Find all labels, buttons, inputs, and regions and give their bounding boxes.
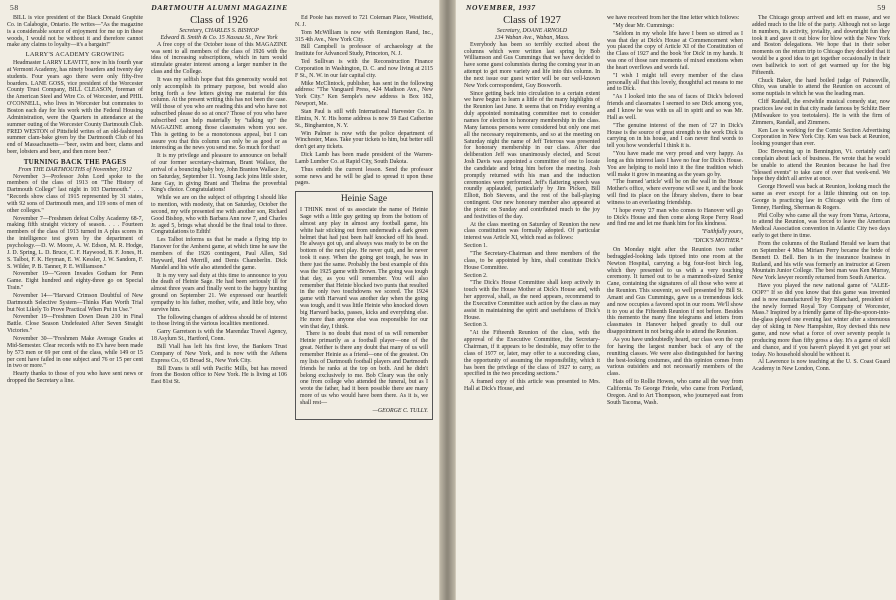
paragraph: "I hope every '27 man who comes to Hanover will go to Dick's House and then come along Rope Ferry Road and find me and let me thank him for his kindness. — [607, 207, 743, 228]
paragraph: "The Secretary-Chairman and three members of the class, to be appointed by him, shall constitute Dick's House Committee. — [464, 251, 600, 271]
paragraph: "As I looked into the sea of faces of Dick's beloved friends and classmates I seemed to see Dick among you, and I know he was with us all in spirit and so was Mr. Hall as well. — [607, 94, 743, 121]
tribute-title: Heinie Sage — [340, 194, 388, 205]
class-address: Edward B. Smith & Co. 15 Nassau St., New York — [160, 34, 278, 41]
paragraph: From the columns of the Rutland Herald we learn that on September 4 Miss Miriam Perry became the bride of Bennett D. Bell. Ben is in the insurance business in Rutland, and his wife was formerly an instructor at Green Mountain Junior College. The best man was Ken Murray, New York lawyer recently returned from South America. — [752, 241, 890, 282]
left-page — [0, 0, 440, 600]
class-title: Class of 1926 — [190, 15, 248, 26]
section-heading: LARRY'S ACADEMY GROWING — [25, 51, 125, 59]
paragraph: "At the Fifteenth Reunion of the class, with the approval of the Executive Committee, the Secretary-Chairman, if it appears to be desirable, may offer to the class of 1977 or, later, may offer to a succeeding class, the opportunity of assuming the responsibility, which it has been the privilege of the class of 1927 to carry, as specified in the two preceding sections." — [464, 330, 600, 378]
right-page-header — [466, 3, 886, 14]
paragraph: At the class meeting on Saturday of Reunion the new class constitution was formally adopted. Of particular interest was Article XI, which read as follows: — [464, 221, 600, 242]
paragraph: Dick Lamb has been made president of the Warren-Lamb Lumber Co. at Rapid City, South Dakota. — [295, 152, 433, 165]
article-section-label: Section 3. — [464, 322, 488, 329]
paragraph: November 7—Freshmen defeat Colby Academy 68-7, making fifth straight victory of season. . . . Fourteen members of the class of 1913 turned in A plus scores in the intelligence test given by the department of psychology.—D. W. Moore, A. W. Edson, M. R. Hodge, J. D. Spring, L. D. Bruce, C. F. Haywood, B. F. Jones, H. S. Talbot, F. K. Heyman, E. W. Kessler, J. W. Sandom, F. S. Wilder, P. B. Tanner, P. E. Williamson." — [7, 215, 143, 270]
left-column-3 — [295, 15, 433, 598]
paragraph: Have you played the new national game of "ALEE-OOP?" If so did you know that this game was invented and is now manufactured by Roy Blanchard, president of the newly formed Royal Toy Company of Worcester, Mass.? Inspired by a friendly game of flip-the-spoon-into-the-glass played one evening last winter after a strenuous day of skiing in New Hampshire, Roy devised this new game, and now what a force of over seventy people is producing more than fifty gross a day. It's a game of skill and chance, and if you haven't played it yet get your set today. No household should be without it. — [752, 283, 890, 358]
right-page — [455, 0, 896, 600]
paragraph: Phil Colby who came all the way from Yuma, Arizona, to attend the Reunion, was forced to leave the American Medical Association convention in Atlantic City two days early to get there in time. — [752, 212, 890, 240]
paragraph: we have received from her the fine letter which follows: — [607, 15, 740, 21]
paragraph: Hats off to Rollie Howes, who came all the way from California. To George Friede, who came from Portland, Oregon. And to Art Thompson, who journeyed east from South Tacoma, Wash. — [607, 379, 743, 406]
article-section-label: Section 1. — [464, 243, 488, 250]
paragraph: On Monday night after the Reunion two rather bedraggled-looking lads tiptoed into one room at the Newton Hospital, carrying a big four-foot birch log, which they presented to us with a very touching ceremony. It turned out to be a mammoth-sized Senior Cane, containing the signatures of all those who were at the Reunion. This souvenir, so well presented by Bill St. Amant and Gus Cummings, gave us a tremendous kick and now occupies a favored spot in our room. We'll show it to you at the Fifteenth Reunion if not before. Besides this memento the many fine telegrams and letters from classmates in Hanover helped greatly to dull our disappointment in not being able to attend the Reunion. — [607, 247, 743, 336]
paragraph: "My dear Mr. Cummings: — [613, 22, 674, 29]
paragraph: Ken Lee is working for the Comic Section Advertising Corporation in New York City. Ken was back at Reunion, looking younger than ever. — [752, 127, 890, 148]
paragraph: Thus endeth the current lesson. Send the professor some news and he will be glad to spread it upon these pages. — [295, 166, 433, 187]
paragraph: It is my very sad duty at this time to announce to you the death of Heinie Sage. He had been seriously ill for almost three years and finally went to the happy hunting ground on September 21. We expressed our heartfelt sympathy to his father, mother, wife, and little boy, who survive him. — [151, 272, 287, 313]
letter-signature: "DICK'S MOTHER." — [692, 238, 743, 245]
paragraph: Cliff Randall, the erstwhile musical comedy star, now practices law out in that city made famous by Schlitz Beer (Milwaukee to you teetotalers). He is with the firm of Zimmers, Randall, and Zimmers. — [752, 99, 890, 126]
paragraph: Bill Campbell is professor of archaeology at the Institute for Advanced Study, Princeton, N. J. — [295, 44, 433, 58]
paragraph: Garry Garretson is with the Marendaz Travel Agency, 18 Asylum St., Hartford, Conn. — [151, 329, 287, 343]
paragraph: The following changes of address should be of interest to those living in the various localities mentioned. — [151, 314, 287, 328]
paragraph: "The Dick's House Committee shall keep actively in touch with the House Mother at Dick's House and, with her approval, shall, as the need appears, recommend to the Executive Committee such action by the class as may assist in maintaining the spirit and usefulness of Dick's House. — [464, 280, 600, 321]
paragraph: Win Palmer is now with the police department of Winchester, Mass. Take your tickets to him, but better still don't get any tickets. — [295, 130, 433, 151]
paragraph: "You have made me very proud and very happy. As long as this interest lasts I have no fear for Dick's House. You are helping to mold into it the fine tradition which will make it grow in meaning as the years go by. — [607, 151, 743, 178]
paragraph: November 14—"Harvard Crimson Doubtful of New Dartmouth Selective System—Thinks Plan Worth Trial but Not Likely To Prove Practical When Put in Use." — [7, 292, 143, 313]
paragraph: George Howell was back at Reunion, looking much the same as ever except for a little thinning out on top. George is practicing law in Chicago with the firm of Tenney, Harding, Sherman & Rogers. — [752, 184, 890, 211]
paragraph: Everybody has been so terribly excited about the columns which were written last spring by Bob Williamson and Gus Cummings that we have decided to have some guest columnists during the coming year in an attempt to get more variety and life into this column. In the next issue our guest writer will be our well-known New York correspondent, Guy Bosworth. — [464, 41, 600, 89]
left-column-2 — [151, 15, 287, 598]
class-secretary: Secretary, DOANE ARNOLD — [496, 28, 568, 34]
paragraph: Hearty thanks to those of you who have sent news or dropped the Secretary a line. — [7, 371, 143, 385]
paragraph: Doc Browning up in Bennington, Vt. certainly can't complain about lack of business. He wrote that he would be unable to attend the Reunion because he had five "blessed events" to take care of over that week-end. We hope they didn't all arrive at once. — [752, 149, 890, 183]
article-section-label: Section 2. — [464, 272, 488, 279]
page-number: 59 — [877, 3, 886, 12]
running-title: DARTMOUTH ALUMNI MAGAZINE — [151, 3, 288, 12]
paragraph: Ted Sullivan is with the Reconstruction Finance Corporation in Washington, D. C. and now living at 2115 F St., N. W. in our fair capital city. — [295, 59, 433, 79]
paragraph: "I wish I might tell every member of the class personally all that this lovely, thoughtful act means to me and to Dick. — [607, 72, 743, 93]
left-page-header — [10, 3, 429, 14]
paragraph: It is my privilege and pleasure to announce on behalf of our former secretary-chairman, Brant Wallace, the arrival of a bouncing baby boy, John Branton Wallace Jr., on Saturday, September 11. Young Jack joins little sister, Jane Gay, in giving Brant and Thelma the proverbial King's choice. Congratulations! — [151, 153, 287, 194]
letter-closing: "Faithfully yours, — [701, 229, 743, 236]
tribute-paragraph: I THINK most of us associate the name of Heinie Sage with a little guy getting up from the bottom of almost any play in almost any football game, his white hair sticking out from underneath a dark green helmet that had just been half knocked off his head. He always got up, and always was ready to be on the bottom of the next play. He never quit, and he never took it easy. When the going got tough, he was in there just the same. Probably the best example of this was the 1925 game with Brown. The going was tough that day, as you will remember. You will also remember that Heinie blocked two punts that resulted in the only two touchdowns we scored. The 1924 game with Harvard was another day when the going was tough, and it was little Heinie who knocked down big Harvard backs, passes, kicks and everything else. He more than anyone else was responsible for our win that day, I think. — [300, 207, 428, 330]
paragraph: Stan Paul is still with International Harvester Co. in Elmira, N. Y. His home address is now 59 East Catherine St., Binghamton, N. Y. — [295, 108, 433, 129]
page-number: 58 — [10, 3, 19, 12]
right-column-2 — [607, 15, 743, 598]
paragraph: As you have undoubtedly heard, our class won the cup for having the largest number back of any of the reuniting classes. We were also distinguished for having the best-looking costumes, and this opinion comes from various outsiders and not necessarily members of the class. — [607, 336, 743, 378]
paragraph: Les Talbot informs us that he made a flying trip to Hanover for the Amherst game, at which time he saw the members of the 1926 contingent, Paul Allen, Sid Hayward, Red Merrill, and Denis Chamberlin. Dick Mandel and his wife also attended the game. — [151, 237, 287, 271]
paragraph: While we are on the subject of offspring I should like to mention, with modesty, that on Saturday, October the second, my wife presented me with another son, Richard Good Bishop, who with Barbara Ann now 7, and Charles Jr. aged 5, brings what should be the final total to three. Congratulations to Edith! — [151, 195, 287, 236]
paragraph: November 19—"Green Invades Gotham for Penn Game. Eight hundred and eighty-three go on Special Train." — [7, 271, 143, 292]
left-column-1 — [7, 15, 143, 598]
tribute-box — [295, 191, 433, 419]
paragraph: November 3—Professor John Lord spoke to the members of the class of 1913 on "The History of Dartmouth College" last night in 103 Dartmouth." . . . "Records show class of 1915 represented by 31 states, with 92 sons of Dartmouth men, and 119 sons of men of other colleges." — [7, 173, 143, 214]
right-column-1 — [464, 15, 600, 598]
paragraph: Chuck Baker, the hard boiled judge of Painesville, Ohio, was unable to attend the Reunion on account of some nuptials in which he was the leading man. — [752, 77, 890, 98]
paragraph: Headmaster LARRY LEAVITT, now in his fourth year at Vermont Academy, has ninety boarders and twenty day students. Four years ago there were only fifty-five boarders. LANE GOSS, vice president of the Worcester County Trust Company, BILL CLEASON, foreman of the American Steel and Wire Co. of Worcester, and PHIL O'CONNELL, who lives in Worcester but commutes to Boston each day for his work with the Federal Housing Administration, were the Quarters in attendance at the summer outing of the Worcester County Dartmouth Club. FRED WESTON of Pittsfield writes of an old-fashioned summer clam-bake given by the Dartmouth Club of his end of Massachusetts—"beer, swim and beer, clams and beer, lobsters and beer, and then more beer." — [7, 60, 143, 156]
paragraph: "The genuine interest of the men of '27 in Dick's House is the source of great strength to the work Dick is carrying on in his house, and I can never find words to tell you how wonderful I think it is. — [607, 122, 743, 150]
paragraph: Mike McClintock, publisher, has sent in the following address: "The Vanguard Press, 424 Madison Ave., New York City." Ken Semple's new address is Box 182, Newport, Me. — [295, 80, 433, 108]
paragraph: November 30—"Freshmen Make Average Grades at Mid-Semester. Clear records with no E's have been made by 573 men or 69 per cent of the class, while 149 or 15 per cent have failed in one subject and 76 or 15 per cent in two or more." — [7, 335, 143, 370]
paragraph: Bill Viall has left his first love, the Bankers Trust Company of New York, and is now with the Athens Express Co., 65 Broad St., New York City. — [151, 343, 287, 364]
running-title: NOVEMBER, 1937 — [466, 3, 536, 12]
class-title: Class of 1927 — [503, 15, 561, 26]
paragraph: Bill Evans is still with Pacific Mills, but has moved from the Boston office to New York. He is living at 106 East 81st St. — [151, 365, 287, 386]
paragraph: It was my selfish hope that this generosity would not only accomplish its primary purpose, but would also bring forth a few letters giving me material for this column. At the present writing this has not been the case. Will those of you who are reading this and who have not subscribed please do so at once? Those of you who have subscribed can help materially by "talking up" the MAGAZINE among those classmates whom you see. This is getting to be a monotonous appeal, but I can assure you that this column can only be as good or as interesting as the news you send me. So much for that! — [151, 76, 287, 152]
tribute-paragraph: There is no doubt that most of us will remember Heinie primarily as a football player—one of the great. Neither is there any doubt that many of us will remember Heinie as a friend—one of the greatest. On my lists of Dartmouth football players and Dartmouth friends he ranks at the top on both. And he didn't belong exclusively to me. Bob Cleary was the only one from college who attended the funeral, but as I wrote the father, had it been possible there are many more of us who would have been there. As it is, we shall rest— — [300, 331, 428, 406]
paragraph: "Seldom in my whole life have I been so stirred as I was that day at Dick's House at Commencement when you placed the copy of Article XI of the Constitution of the Class of 1927 and the book 'for Dick' in my hands. It was one of those rare moments of mixed emotions when the heart overflows and words fail. — [607, 30, 743, 71]
right-column-3 — [752, 15, 890, 598]
tribute-signature: —GEORGE C. TULLY. — [372, 407, 428, 414]
section-heading: TURNING BACK THE PAGES — [23, 157, 127, 166]
paragraph: A framed copy of this article was presented to Mrs. Hall at Dick's House, and — [464, 379, 600, 393]
book-gutter — [440, 0, 455, 600]
paragraph: November 19—Freshmen Down Dean 210 in Final Battle. Close Season Undefeated After Seven Straight Victories." — [7, 314, 143, 335]
paragraph: Since getting back into circulation to a certain extent we have begun to learn a little of the many highlights of the Reunion last June. It seems that on Friday evening a duly appointed nominating committee met to consider names for election to honorary membership in the class. Many famous persons were considered but only one met all the necessary requirements, and so at the meeting on Saturday night the name of Jeff Teterous was presented for honorary membership in our class. After due deliberation Jeff was unanimously elected, and Scout Josh Davis was appointed a committee of one to locate the candidate and bring him before the meeting. Josh promptly returned with his man and the induction ceremonies were performed. Jeff's flattering speech was roundly applauded, particularly by Jim Picken, Bill Elliott, Bob Stevens, and the rest of the ball-playing contingent. Our new honorary member also appeared at the picnic on Sunday and contributed much to the joy and festivities of the day. — [464, 90, 600, 220]
paragraph: "The framed 'article' will be on the wall in the House Mother's office, where everyone will see it, and the book will find its place on the library shelves, there to bear witness to an everlasting friendship. — [607, 179, 743, 206]
section-subheading: From THE DARTMOUTHS of November, 1912 — [18, 166, 132, 173]
paragraph: Ed Poole has moved to 721 Coleman Place, Westfield, N. J. — [295, 15, 433, 28]
class-secretary: Secretary, CHARLES S. BISHOP — [179, 28, 259, 34]
paragraph: Tom McWilliam is now with Remington Rand, Inc., 315 4th Ave., New York City. — [295, 29, 433, 43]
paragraph: The Chicago group arrived and left en masse, and we added much to the life of the party. Although not so large in numbers, its activity, joviality, and downright fun they took it and gave it out blow for blow with the New York and Boston delegations. We hope that in their sober moments on the return trip to Chicago they decided that it would be a good idea to get together occasionally in their own bailiwick to sort of get warmed up for the big Fifteenth. — [752, 15, 890, 76]
paragraph: A free copy of the October issue of this MAGAZINE was sent to all members of the class of 1926 with the idea of increasing subscriptions, which in turn would stimulate greater interest among a larger number in the class and the College. — [151, 41, 287, 76]
paragraph: Al Lawrence is now teaching at the U. S. Coast Guard Academy in New London, Conn. — [752, 359, 890, 373]
class-address: 134 Waban Ave., Waban, Mass. — [494, 34, 570, 41]
paragraph: BILL is vice president of the Black Donald Graphite Co. in Calabogie, Ontario. He writes—"As the magazine is a considerable source of enjoyment for me up in these woods, I would not be without it and therefore cannot make any claims to loyalty—it's a bargain!" — [7, 15, 143, 49]
